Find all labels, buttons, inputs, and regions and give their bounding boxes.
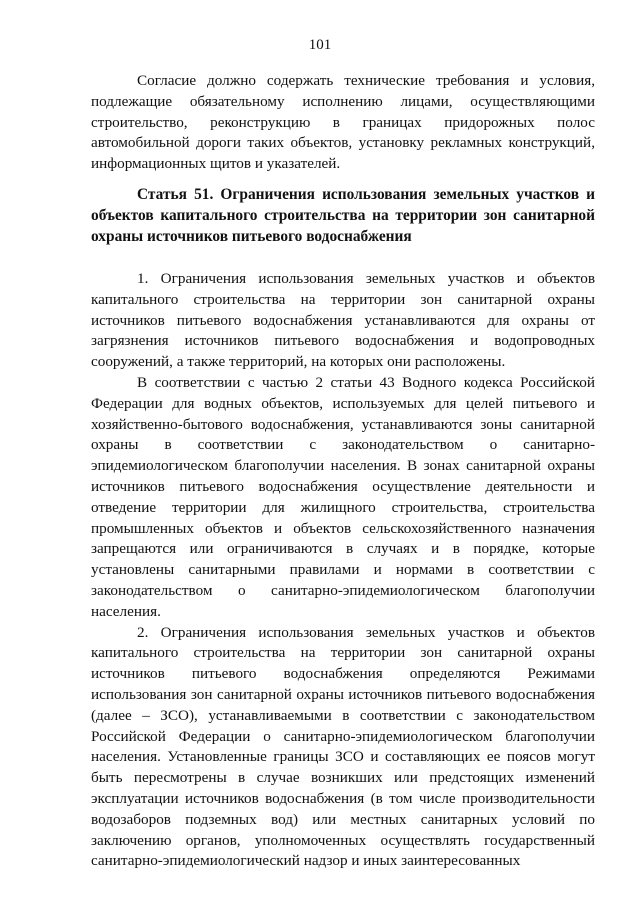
page-number: 101 xyxy=(308,37,332,53)
paragraph-1: 1. Ограничения использования земельных участков и объектов капитального строительства на территории зон санитарной охраны источников питьевого водоснабжения устанавливаются для охраны от загрязнения источников питьевого водоснабжения и водопроводных сооружений, а также территорий, на которых они расположены. xyxy=(91,270,595,371)
intro-paragraph: Согласие должно содержать технические требования и условия, подлежащие обязательному исполнению лицами, осуществляющими строительство, реконструкцию в границах придорожных полос автомобильной дороги таких объектов, установку рекламных конструкций, информационных щитов и указателей. xyxy=(91,72,595,173)
paragraph-3: 2. Ограничения использования земельных участков и объектов капитального строительства на территории зон санитарной охраны источников питьевого водоснабжения определяются Режимами использования зон санитарной охраны источников питьевого водоснабжения (далее – ЗСО), устанавливаемыми в соответствии с законодательством Российской Федерации о санитарно-эпидемиологическом благополучии населения. Установленные границы ЗСО и составляющих ее поясов могут быть пересмотрены в случае возникших или предстоящих изменений эксплуатации источников водоснабжения (в том числе производительности водозаборов подземных вод) или местных санитарных условий по заключению органов, уполномоченных осуществлять государственный санитарно-эпидемиологический надзор и иных заинтересованных xyxy=(91,623,595,870)
intro-section xyxy=(91,71,595,175)
article-body xyxy=(91,269,595,872)
paragraph-2: В соответствии с частью 2 статьи 43 Водного кодекса Российской Федерации для водных объектов, используемых для целей питьевого и хозяйственно-бытового водоснабжения, устанавливаются зоны санитарной охраны в соответствии с законодательством о санитарно-эпидемиологическом благополучии населения. В зонах санитарной охраны источников питьевого водоснабжения осуществление деятельности и отведение территории для жилищного строительства, строительства промышленных объектов и объектов сельскохозяйственного назначения запрещаются или ограничиваются в случаях и в порядке, которые установлены санитарными правилами и нормами в соответствии с законодательством о санитарно-эпидемиологическом благополучии населения. xyxy=(91,373,595,620)
article-heading: Статья 51. Ограничения использования земельных участков и объектов капитального строительства на территории зон санитарной охраны источников питьевого водоснабжения xyxy=(91,186,595,245)
